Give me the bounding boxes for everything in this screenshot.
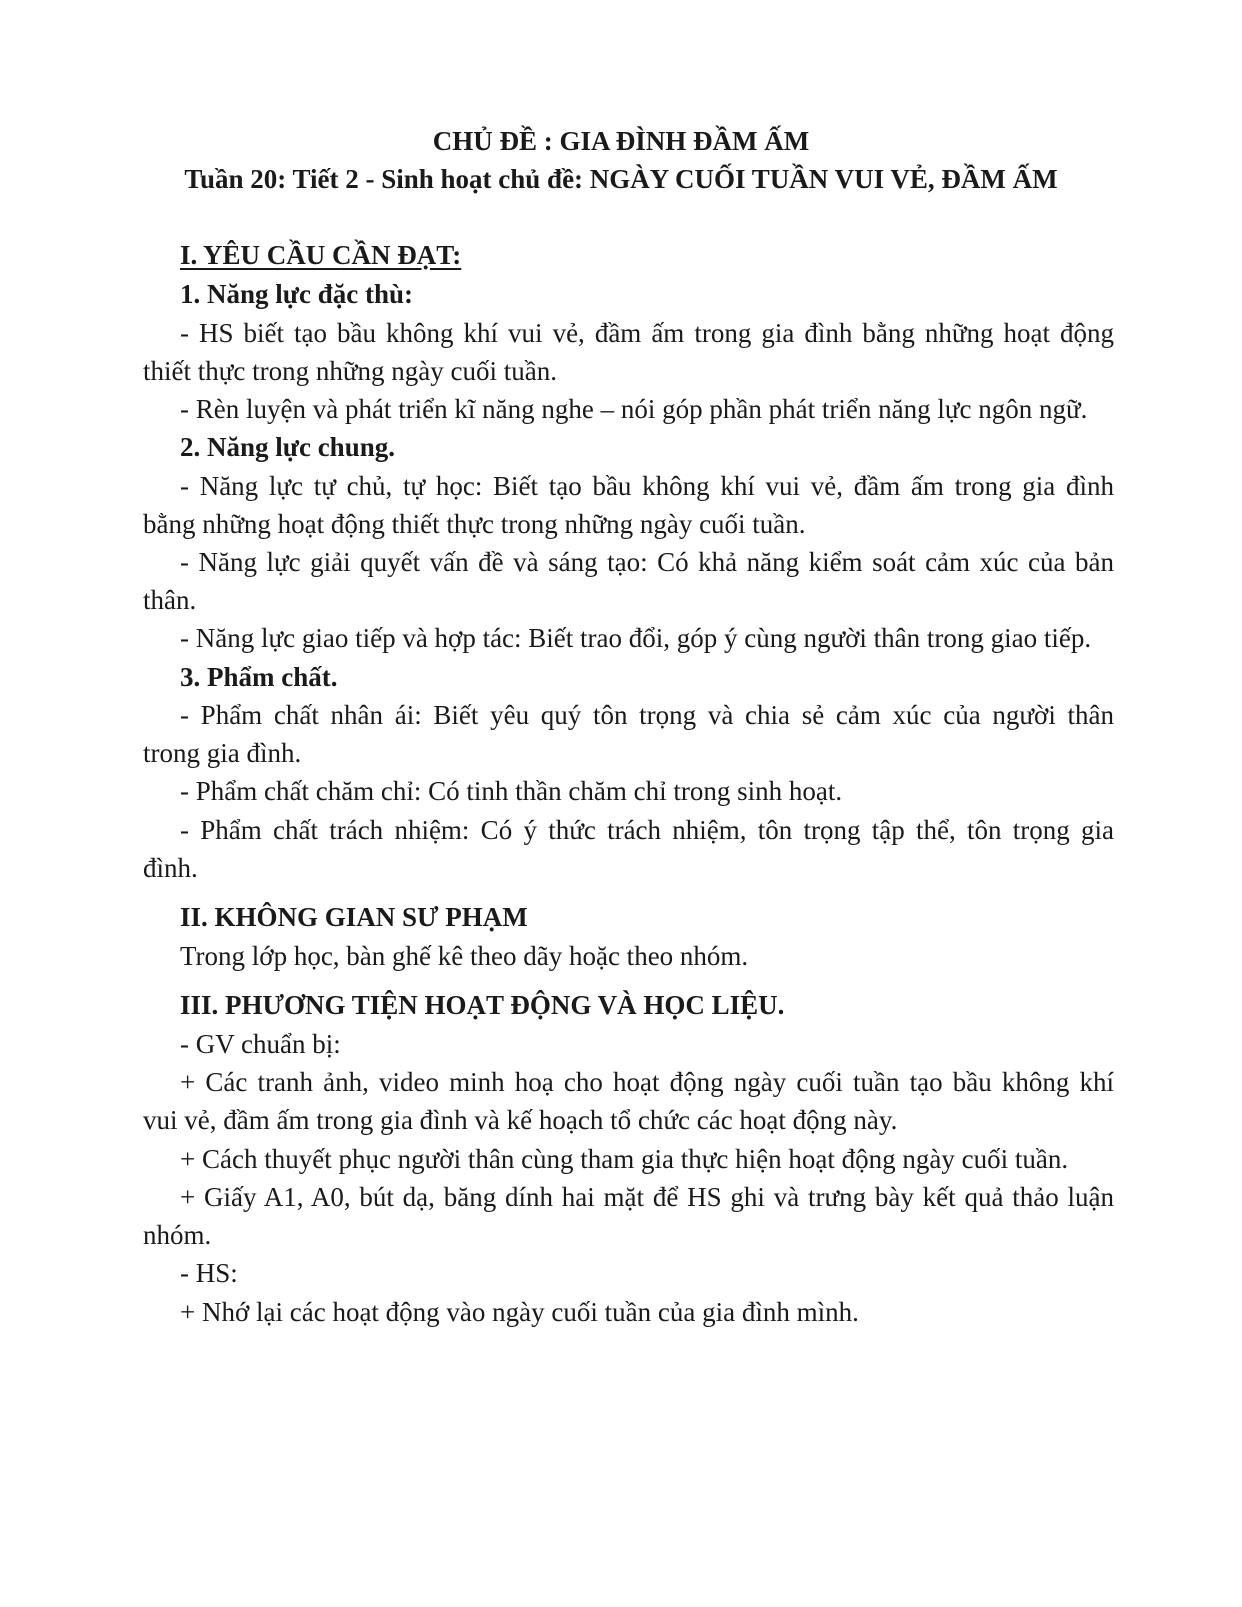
sub-2-paragraph-1-line-1: - Năng lực tự chủ, tự học: Biết tạo bầu không khí vui vẻ, đầm ấm trong gia đình bbox=[180, 473, 1114, 501]
section-1-heading: I. YÊU CẦU CẦN ĐẠT: bbox=[180, 240, 462, 270]
sub-2-paragraph-2-line-2: thân. bbox=[143, 585, 197, 615]
teacher-prep-item-1-line-1: + Các tranh ảnh, video minh hoạ cho hoạt động ngày cuối tuần tạo bầu không khí bbox=[180, 1069, 1114, 1097]
sub-1-paragraph-1-line-1: - HS biết tạo bầu không khí vui vẻ, đầm ấm trong gia đình bằng những hoạt động bbox=[180, 320, 1114, 348]
topic-title: CHỦ ĐỀ : GIA ĐÌNH ĐẦM ẤM bbox=[432, 126, 810, 156]
teacher-prep-item-2: + Cách thuyết phục người thân cùng tham gia thực hiện hoạt động ngày cuối tuần. bbox=[180, 1144, 1069, 1174]
student-prep-item-1: + Nhớ lại các hoạt động vào ngày cuối tuần của gia đình mình. bbox=[180, 1297, 859, 1327]
section-2-paragraph: Trong lớp học, bàn ghế kê theo dãy hoặc theo nhóm. bbox=[180, 941, 749, 971]
sub-2-paragraph-2-line-1: - Năng lực giải quyết vấn đề và sáng tạo: Có khả năng kiểm soát cảm xúc của bản bbox=[180, 549, 1114, 577]
section-2-heading: II. KHÔNG GIAN SƯ PHẠM bbox=[180, 902, 528, 932]
sub-2-paragraph-3: - Năng lực giao tiếp và hợp tác: Biết trao đổi, góp ý cùng người thân trong giao tiếp. bbox=[180, 623, 1092, 653]
teacher-prep-item-3-line-1: + Giấy A1, A0, bút dạ, băng dính hai mặt để HS ghi và trưng bày kết quả thảo luận bbox=[180, 1184, 1114, 1212]
sub-3-paragraph-3-line-2: đình. bbox=[143, 853, 198, 883]
sub-3-paragraph-1-line-1: - Phẩm chất nhân ái: Biết yêu quý tôn trọng và chia sẻ cảm xúc của người thân bbox=[180, 702, 1114, 730]
sub-1-paragraph-2: - Rèn luyện và phát triển kĩ năng nghe – nói góp phần phát triển năng lực ngôn ngữ. bbox=[180, 394, 1088, 424]
teacher-prep-item-1-line-2: vui vẻ, đầm ấm trong gia đình và kế hoạch tổ chức các hoạt động này. bbox=[143, 1105, 898, 1135]
sub-1-paragraph-1-line-2: thiết thực trong những ngày cuối tuần. bbox=[143, 356, 557, 386]
sub-3-paragraph-1-line-2: trong gia đình. bbox=[143, 738, 302, 768]
sub-2-heading: 2. Năng lực chung. bbox=[180, 432, 395, 462]
sub-3-paragraph-2: - Phẩm chất chăm chỉ: Có tinh thần chăm chỉ trong sinh hoạt. bbox=[180, 776, 843, 806]
teacher-prep-label: - GV chuẩn bị: bbox=[180, 1029, 341, 1059]
sub-2-paragraph-1-line-2: bằng những hoạt động thiết thực trong những ngày cuối tuần. bbox=[143, 509, 806, 539]
section-3-heading: III. PHƯƠNG TIỆN HOẠT ĐỘNG VÀ HỌC LIỆU. bbox=[180, 990, 785, 1020]
lesson-title: Tuần 20: Tiết 2 - Sinh hoạt chủ đề: NGÀY CUỐI TUẦN VUI VẺ, ĐẦM ẤM bbox=[184, 164, 1058, 194]
sub-3-paragraph-3-line-1: - Phẩm chất trách nhiệm: Có ý thức trách nhiệm, tôn trọng tập thể, tôn trọng gia bbox=[180, 817, 1114, 845]
student-prep-label: - HS: bbox=[180, 1258, 238, 1288]
sub-3-heading: 3. Phẩm chất. bbox=[180, 662, 338, 692]
sub-1-heading: 1. Năng lực đặc thù: bbox=[180, 279, 413, 309]
teacher-prep-item-3-line-2: nhóm. bbox=[143, 1220, 212, 1250]
